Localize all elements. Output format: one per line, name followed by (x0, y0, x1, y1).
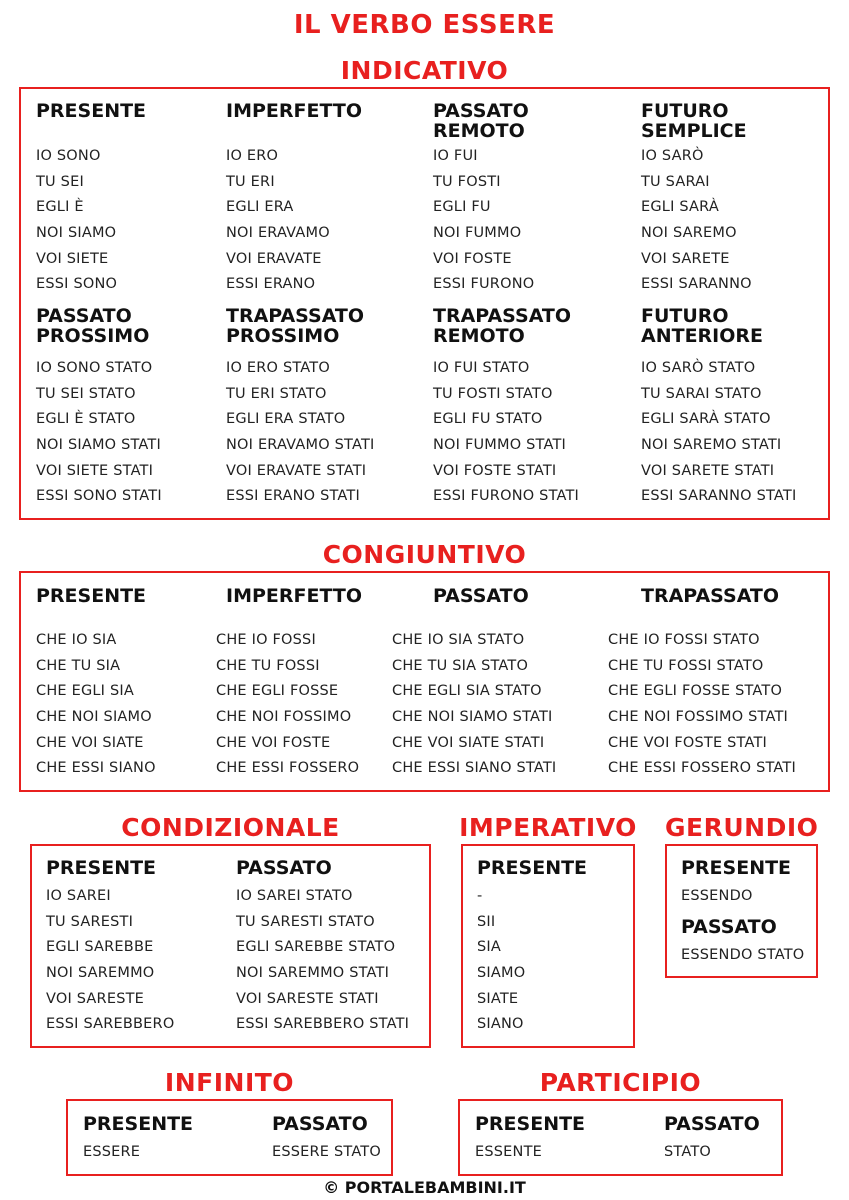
section-title-imperativo: IMPERATIVO (459, 813, 637, 842)
conjugation-list (392, 628, 556, 782)
tense-heading: PASSATO (272, 1113, 368, 1135)
tense-heading: PASSATO (681, 916, 777, 938)
conjugation-form: VOI SARESTE (46, 990, 145, 1007)
conjugation-form: IO SARÒ (641, 148, 704, 164)
conjugation-list (36, 144, 117, 298)
conjugation-form: ESSERE STATO (272, 1144, 381, 1160)
conjugation-form: CHE NOI FOSSIMO STATI (608, 709, 788, 726)
tense-heading: PASSATO (433, 585, 529, 607)
tense-heading: TRAPASSATO (641, 585, 780, 607)
conjugation-form: CHE VOI FOSTE STATI (608, 734, 768, 751)
conjugation-form: VOI SIETE STATI (36, 462, 154, 479)
tense-heading: FUTURO SEMPLICE (641, 100, 747, 142)
conjugation-form: NOI SAREMMO (46, 965, 155, 982)
section-title-participio: PARTICIPIO (539, 1068, 702, 1097)
conjugation-form: NOI ERAVAMO (226, 225, 330, 242)
conjugation-form: VOI SIETE (36, 250, 109, 267)
conjugation-form: CHE NOI SIAMO STATI (392, 709, 553, 726)
conjugation-form: - (477, 888, 483, 904)
conjugation-list (272, 1140, 381, 1166)
conjugation-form: EGLI FU STATO (433, 411, 543, 428)
conjugation-form: CHE EGLI FOSSE (216, 683, 339, 700)
conjugation-form: IO ERO STATO (226, 360, 330, 376)
tense-heading: PRESENTE (36, 585, 147, 607)
tense-heading: PASSATO PROSSIMO (36, 305, 150, 347)
tense-heading: TRAPASSATO REMOTO (433, 305, 572, 347)
conjugation-form: ESSI FURONO (433, 276, 535, 293)
conjugation-form: NOI ERAVAMO STATI (226, 437, 375, 454)
tense-heading: PRESENTE (475, 1113, 586, 1135)
conjugation-form: CHE NOI SIAMO (36, 709, 152, 726)
section-title-infinito: INFINITO (164, 1068, 295, 1097)
conjugation-form: CHE IO SIA STATO (392, 632, 525, 648)
conjugation-form: NOI SAREMMO STATI (236, 965, 390, 982)
conjugation-form: CHE TU SIA (36, 657, 121, 674)
conjugation-form: ESSERE (83, 1144, 141, 1160)
conjugation-list (216, 628, 359, 782)
tense-heading: PRESENTE (46, 857, 157, 879)
conjugation-form: SIA (477, 939, 501, 956)
conjugation-form: STATO (664, 1144, 711, 1160)
conjugation-form: CHE ESSI FOSSERO STATI (608, 760, 796, 777)
conjugation-form: EGLI È STATO (36, 411, 136, 428)
conjugation-form: ESSENDO (681, 888, 753, 904)
conjugation-form: VOI SARETE STATI (641, 462, 775, 479)
tense-heading: PASSATO (236, 857, 332, 879)
conjugation-form: TU SARAI (641, 173, 710, 190)
conjugation-form: VOI SARESTE STATI (236, 990, 379, 1007)
conjugation-form: CHE EGLI FOSSE STATO (608, 683, 783, 700)
conjugation-form: IO FUI STATO (433, 360, 530, 376)
conjugation-form: NOI SAREMO (641, 225, 737, 242)
conjugation-form: CHE TU SIA STATO (392, 657, 529, 674)
conjugation-form: IO SONO STATO (36, 360, 153, 376)
conjugation-list (608, 628, 796, 782)
conjugation-form: ESSI ERANO STATI (226, 488, 360, 505)
footer-credit: © PORTALEBAMBINI.IT (323, 1178, 526, 1197)
conjugation-list (664, 1140, 711, 1166)
conjugation-form: TU SARESTI (46, 913, 134, 930)
tense-heading: PRESENTE (477, 857, 588, 879)
conjugation-form: ESSI ERANO (226, 276, 316, 293)
conjugation-list (641, 356, 796, 510)
tense-heading: TRAPASSATO PROSSIMO (226, 305, 365, 347)
conjugation-form: VOI FOSTE STATI (433, 462, 557, 479)
conjugation-form: CHE EGLI SIA STATO (392, 683, 542, 700)
conjugation-form: IO SAREI STATO (236, 888, 353, 904)
conjugation-form: CHE TU FOSSI STATO (608, 657, 764, 674)
conjugation-list (226, 144, 330, 298)
conjugation-form: TU SARESTI STATO (236, 913, 375, 930)
conjugation-form: CHE VOI SIATE (36, 734, 144, 751)
conjugation-form: SIANO (477, 1016, 524, 1033)
conjugation-form: ESSI SONO STATI (36, 488, 162, 505)
conjugation-form: IO FUI (433, 148, 478, 164)
conjugation-form: ESSI SARANNO STATI (641, 488, 797, 505)
tense-heading: PRESENTE (36, 100, 147, 122)
conjugation-form: NOI FUMMO STATI (433, 437, 567, 454)
conjugation-form: ESSENDO STATO (681, 947, 805, 963)
conjugation-form: ESSI SAREBBERO STATI (236, 1016, 410, 1033)
tense-heading: IMPERFETTO (226, 585, 362, 607)
conjugation-form: EGLI SAREBBE STATO (236, 939, 396, 956)
conjugation-form: TU ERI (226, 173, 275, 190)
conjugation-form: TU FOSTI (433, 173, 501, 190)
conjugation-form: NOI SAREMO STATI (641, 437, 782, 454)
tense-heading: PRESENTE (681, 857, 792, 879)
conjugation-list (681, 943, 804, 969)
conjugation-form: EGLI SAREBBE (46, 939, 154, 956)
conjugation-list (475, 1140, 542, 1166)
conjugation-form: EGLI È (36, 199, 84, 216)
conjugation-form: IO ERO (226, 148, 279, 164)
conjugation-form: EGLI ERA STATO (226, 411, 346, 428)
conjugation-list (36, 356, 162, 510)
conjugation-form: VOI ERAVATE (226, 250, 322, 267)
conjugation-form: VOI ERAVATE STATI (226, 462, 367, 479)
conjugation-form: CHE VOI SIATE STATI (392, 734, 545, 751)
conjugation-form: EGLI SARÀ (641, 199, 719, 216)
conjugation-list (236, 884, 409, 1038)
section-title-indicativo: INDICATIVO (340, 56, 509, 85)
section-title-gerundio: GERUNDIO (665, 813, 819, 842)
page-title: IL VERBO ESSERE (293, 10, 556, 40)
conjugation-list (46, 884, 174, 1038)
tense-heading: PRESENTE (83, 1113, 194, 1135)
conjugation-list (681, 884, 753, 910)
conjugation-form: TU SEI (36, 173, 84, 190)
conjugation-form: TU ERI STATO (226, 385, 327, 402)
conjugation-form: VOI FOSTE (433, 250, 512, 267)
section-title-congiuntivo: CONGIUNTIVO (322, 540, 527, 569)
conjugation-form: SIAMO (477, 965, 526, 982)
conjugation-form: CHE TU FOSSI (216, 657, 320, 674)
conjugation-form: TU FOSTI STATO (433, 385, 553, 402)
tense-heading: IMPERFETTO (226, 100, 362, 122)
conjugation-list (83, 1140, 140, 1166)
conjugation-form: CHE IO SIA (36, 632, 117, 648)
conjugation-form: SIATE (477, 990, 519, 1007)
conjugation-list (641, 144, 752, 298)
conjugation-form: ESSI SARANNO (641, 276, 752, 293)
tense-heading: PASSATO (664, 1113, 760, 1135)
conjugation-form: CHE NOI FOSSIMO (216, 709, 352, 726)
tense-heading: FUTURO ANTERIORE (641, 305, 764, 347)
conjugation-form: CHE ESSI SIANO STATI (392, 760, 557, 777)
conjugation-form: IO SARÒ STATO (641, 360, 756, 376)
conjugation-form: CHE IO FOSSI STATO (608, 632, 760, 648)
section-title-condizionale: CONDIZIONALE (121, 813, 340, 842)
conjugation-form: EGLI SARÀ STATO (641, 411, 771, 428)
conjugation-list (433, 144, 534, 298)
tense-heading: PASSATO REMOTO (433, 100, 529, 142)
conjugation-list (477, 884, 525, 1038)
conjugation-form: SII (477, 913, 496, 930)
conjugation-form: IO SONO (36, 148, 101, 164)
conjugation-list (36, 628, 156, 782)
conjugation-form: TU SEI STATO (36, 385, 136, 402)
conjugation-form: CHE IO FOSSI (216, 632, 316, 648)
conjugation-form: NOI SIAMO (36, 225, 117, 242)
conjugation-list (433, 356, 579, 510)
conjugation-form: EGLI FU (433, 199, 491, 216)
conjugation-form: NOI FUMMO (433, 225, 522, 242)
conjugation-form: NOI SIAMO STATI (36, 437, 161, 454)
conjugation-form: ESSI SAREBBERO (46, 1016, 175, 1033)
conjugation-form: TU SARAI STATO (641, 385, 762, 402)
conjugation-form: CHE ESSI SIANO (36, 760, 156, 777)
conjugation-form: CHE VOI FOSTE (216, 734, 331, 751)
conjugation-form: EGLI ERA (226, 199, 294, 216)
conjugation-form: VOI SARETE (641, 250, 730, 267)
conjugation-form: CHE EGLI SIA (36, 683, 134, 700)
conjugation-form: ESSI SONO (36, 276, 118, 293)
conjugation-form: CHE ESSI FOSSERO (216, 760, 360, 777)
conjugation-form: IO SAREI (46, 888, 111, 904)
conjugation-form: ESSENTE (475, 1144, 542, 1160)
conjugation-list (226, 356, 375, 510)
conjugation-form: ESSI FURONO STATI (433, 488, 580, 505)
